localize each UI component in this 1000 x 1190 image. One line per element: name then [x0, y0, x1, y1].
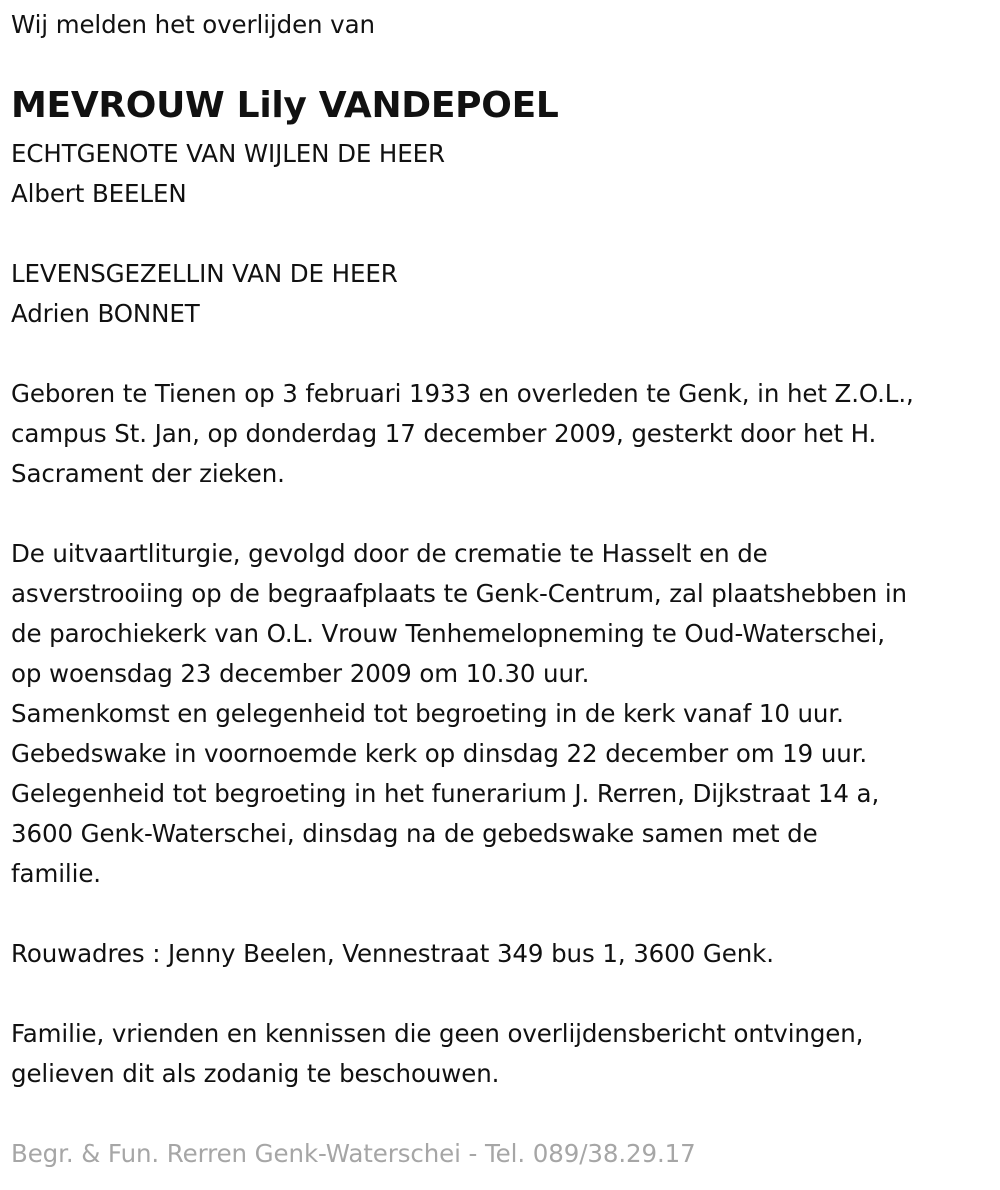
paragraph-line: campus St. Jan, op donderdag 17 december 2009, gesterkt door het H.	[11, 419, 877, 448]
funeral-paragraph	[11, 534, 907, 894]
paragraph-line: Gelegenheid tot begroeting in het funerarium J. Rerren, Dijkstraat 14 a,	[11, 779, 880, 808]
paragraph-line: de parochiekerk van O.L. Vrouw Tenhemelopneming te Oud-Waterschei,	[11, 619, 885, 648]
paragraph-line: Sacrament der zieken.	[11, 459, 285, 488]
birth-death-paragraph	[11, 374, 914, 494]
paragraph-line: Samenkomst en gelegenheid tot begroeting in de kerk vanaf 10 uur.	[11, 699, 844, 728]
mourning-address	[11, 934, 774, 974]
address-line: Rouwadres : Jenny Beelen, Vennestraat 349 bus 1, 3600 Genk.	[11, 939, 774, 968]
partner-name: Adrien BONNET	[11, 299, 200, 328]
intro-text: Wij melden het overlijden van	[11, 10, 375, 39]
spouse-section	[11, 134, 445, 214]
paragraph-line: Familie, vrienden en kennissen die geen overlijdensbericht ontvingen,	[11, 1019, 864, 1048]
paragraph-line: op woensdag 23 december 2009 om 10.30 uur.	[11, 659, 590, 688]
paragraph-line: gelieven dit als zodanig te beschouwen.	[11, 1059, 500, 1088]
partner-relation: LEVENSGEZELLIN VAN DE HEER	[11, 259, 398, 288]
family-paragraph	[11, 1014, 863, 1094]
paragraph-line: De uitvaartliturgie, gevolgd door de crematie te Hasselt en de	[11, 539, 768, 568]
paragraph-line: familie.	[11, 859, 101, 888]
paragraph-line: asverstrooiing op de begraafplaats te Genk-Centrum, zal plaatshebben in	[11, 579, 907, 608]
deceased-name: MEVROUW Lily VANDEPOEL	[11, 85, 559, 126]
paragraph-line: Gebedswake in voornoemde kerk op dinsdag 22 december om 19 uur.	[11, 739, 868, 768]
spouse-name: Albert BEELEN	[11, 179, 187, 208]
paragraph-line: Geboren te Tienen op 3 februari 1933 en overleden te Genk, in het Z.O.L.,	[11, 379, 914, 408]
partner-section	[11, 254, 398, 334]
paragraph-line: 3600 Genk-Waterschei, dinsdag na de gebedswake samen met de	[11, 819, 818, 848]
funeral-home-footer: Begr. & Fun. Rerren Genk-Waterschei - Tel. 089/38.29.17	[11, 1139, 696, 1168]
spouse-relation: ECHTGENOTE VAN WIJLEN DE HEER	[11, 139, 445, 168]
